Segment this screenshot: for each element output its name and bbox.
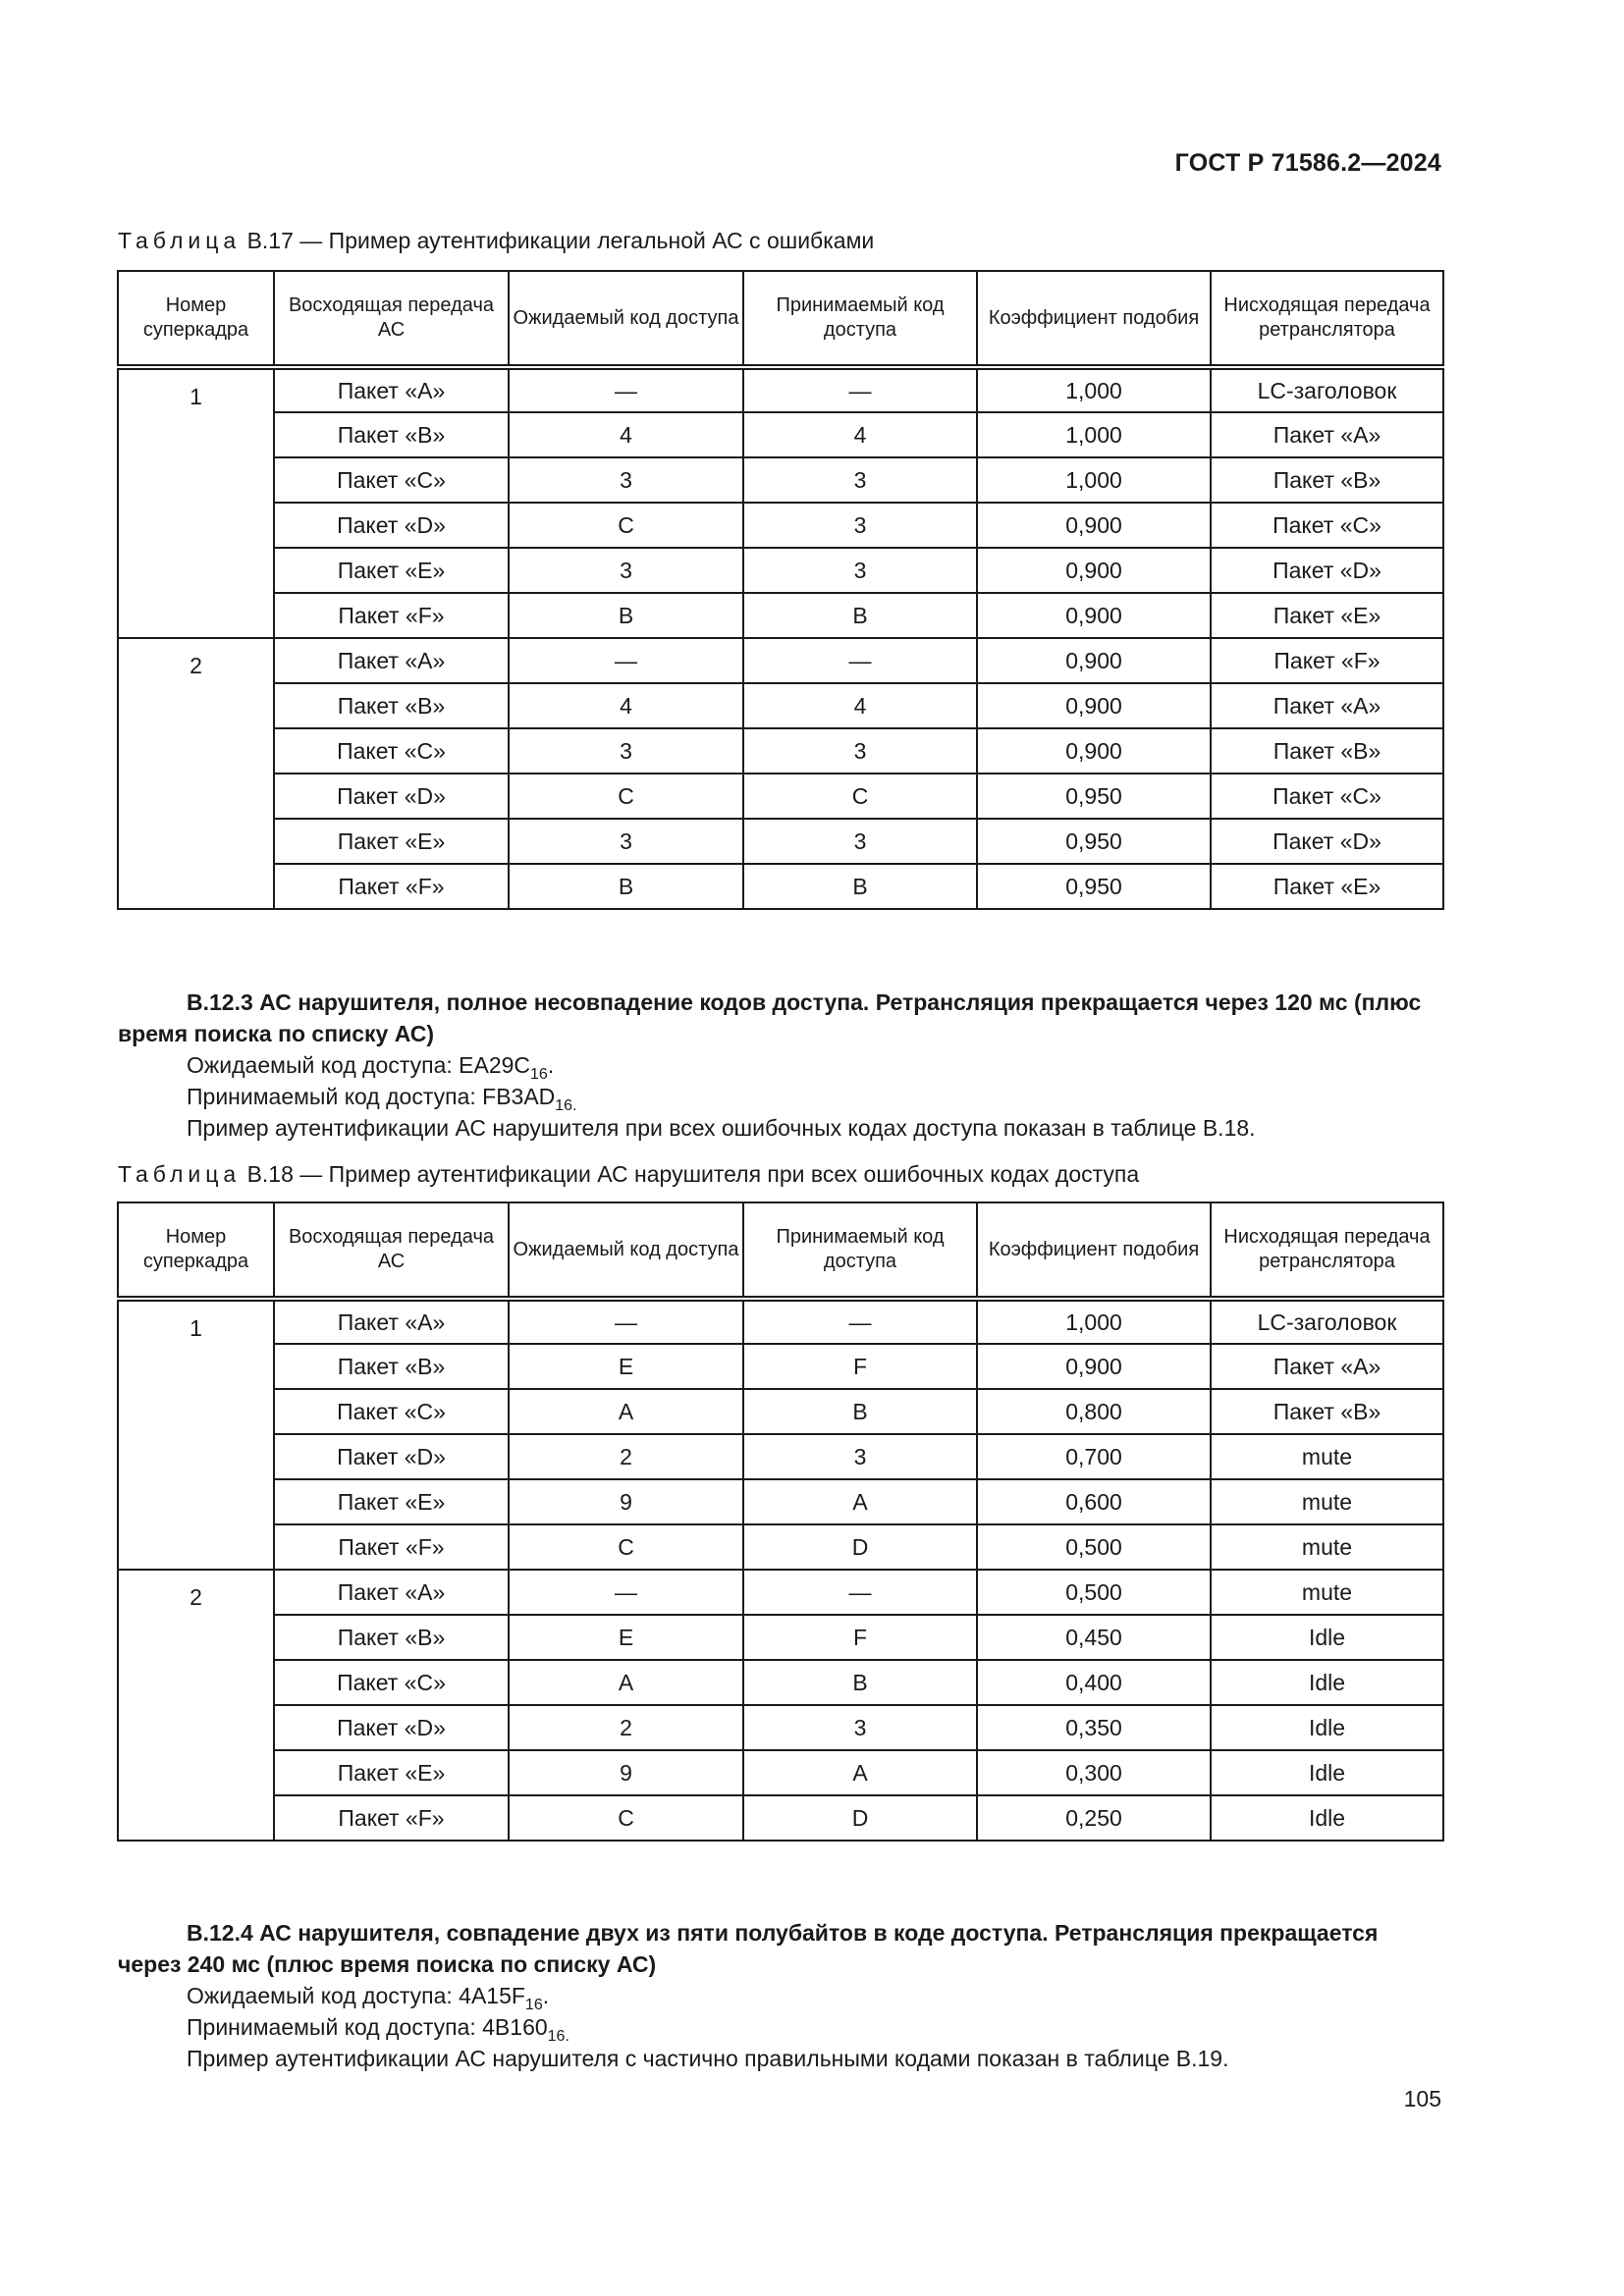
table-cell: B <box>509 864 743 909</box>
table-cell: 3 <box>743 1434 977 1479</box>
table-cell: 0,900 <box>977 728 1211 774</box>
table-cell: Пакет «F» <box>274 1795 509 1841</box>
document-code-header: ГОСТ Р 71586.2—2024 <box>1174 149 1441 177</box>
table-cell: mute <box>1211 1434 1443 1479</box>
table-row <box>118 864 1443 909</box>
table-cell: Пакет «B» <box>1211 457 1443 503</box>
table-cell: — <box>509 638 743 683</box>
table-cell: 0,900 <box>977 1344 1211 1389</box>
table-cell: Пакет «A» <box>1211 1344 1443 1389</box>
table-header-row <box>118 271 1443 367</box>
table-cell: 3 <box>743 457 977 503</box>
table-cell: Пакет «A» <box>274 638 509 683</box>
table-cell: Пакет «E» <box>274 1479 509 1524</box>
table-cell: 1,000 <box>977 457 1211 503</box>
table-row <box>118 1795 1443 1841</box>
table-cell: 1,000 <box>977 412 1211 457</box>
table-cell: Пакет «C» <box>1211 774 1443 819</box>
table-cell: 1,000 <box>977 367 1211 412</box>
column-header: Ожидаемый код доступа <box>509 1202 743 1299</box>
table-cell: F <box>743 1344 977 1389</box>
table-cell: Пакет «C» <box>274 1660 509 1705</box>
table-cell: 3 <box>743 1705 977 1750</box>
table-cell: C <box>509 1524 743 1570</box>
table-cell: Пакет «D» <box>1211 548 1443 593</box>
table-cell: 0,900 <box>977 593 1211 638</box>
table-cell: Пакет «E» <box>274 1750 509 1795</box>
table-cell: Пакет «B» <box>1211 1389 1443 1434</box>
table-cell: mute <box>1211 1479 1443 1524</box>
table-cell: — <box>743 367 977 412</box>
expected-code-end: . <box>542 1983 550 2008</box>
table-cell: Idle <box>1211 1795 1443 1841</box>
table-cell: Idle <box>1211 1660 1443 1705</box>
table-cell: 9 <box>509 1750 743 1795</box>
table-cell: Пакет «C» <box>274 1389 509 1434</box>
table-cell: C <box>509 503 743 548</box>
table-row <box>118 1570 1443 1615</box>
table-b17-caption <box>118 228 874 254</box>
table-cell: Пакет «D» <box>1211 819 1443 864</box>
table-cell: 3 <box>509 819 743 864</box>
table-row <box>118 1705 1443 1750</box>
section-b12-3-heading: В.12.3 АС нарушителя, полное несовпадение кодов доступа. Ретрансляция прекращается через 120 мс (плюс время поиска по списку АС) <box>118 989 1422 1046</box>
table-cell: 0,950 <box>977 819 1211 864</box>
table-cell: — <box>509 1570 743 1615</box>
section-b12-3-received-code <box>118 1081 1443 1112</box>
table-cell: Пакет «D» <box>274 774 509 819</box>
table-b17 <box>117 270 1444 910</box>
table-cell: B <box>743 593 977 638</box>
column-header: Принимаемый код доступа <box>743 1202 977 1299</box>
table-cell: Idle <box>1211 1750 1443 1795</box>
column-header: Номер суперкадра <box>118 271 274 367</box>
page-number: 105 <box>1403 2086 1441 2111</box>
column-header: Нисходящая передача ретранслятора <box>1211 271 1443 367</box>
column-header: Номер суперкадра <box>118 1202 274 1299</box>
table-cell: Пакет «A» <box>274 1299 509 1344</box>
table-cell: B <box>509 593 743 638</box>
table-cell: Idle <box>1211 1705 1443 1750</box>
superframe-number-cell: 2 <box>118 638 274 909</box>
table-cell: Пакет «B» <box>274 1615 509 1660</box>
table-cell: mute <box>1211 1524 1443 1570</box>
table-cell: 0,450 <box>977 1615 1211 1660</box>
table-row <box>118 412 1443 457</box>
table-cell: 4 <box>509 412 743 457</box>
table-cell: 2 <box>509 1434 743 1479</box>
table-cell: 0,950 <box>977 774 1211 819</box>
table-cell: 0,700 <box>977 1434 1211 1479</box>
table-row <box>118 1660 1443 1705</box>
table-cell: Пакет «F» <box>274 593 509 638</box>
table-cell: 3 <box>509 728 743 774</box>
table-cell: Пакет «C» <box>274 457 509 503</box>
table-cell: — <box>509 1299 743 1344</box>
table-cell: E <box>509 1344 743 1389</box>
table-cell: Пакет «F» <box>274 864 509 909</box>
table-cell: 0,800 <box>977 1389 1211 1434</box>
table-cell: Пакет «B» <box>274 683 509 728</box>
table-cell: 3 <box>509 548 743 593</box>
table-row <box>118 1434 1443 1479</box>
table-row <box>118 638 1443 683</box>
table-cell: 0,950 <box>977 864 1211 909</box>
table-row <box>118 503 1443 548</box>
column-header: Ожидаемый код доступа <box>509 271 743 367</box>
table-cell: 3 <box>743 503 977 548</box>
table-cell: Пакет «E» <box>1211 593 1443 638</box>
table-cell: Пакет «A» <box>1211 683 1443 728</box>
table-cell: Пакет «E» <box>1211 864 1443 909</box>
table-cell: — <box>509 367 743 412</box>
table-cell: 0,300 <box>977 1750 1211 1795</box>
table-cell: Пакет «E» <box>274 819 509 864</box>
table-row <box>118 1389 1443 1434</box>
table-cell: — <box>743 1570 977 1615</box>
section-b12-4-example: Пример аутентификации АС нарушителя с частично правильными кодами показан в таблице В.19. <box>187 2046 1229 2071</box>
table-cell: Пакет «B» <box>1211 728 1443 774</box>
section-b12-4-received-code <box>118 2011 1443 2043</box>
table-cell: Пакет «A» <box>1211 412 1443 457</box>
section-b12-3-example: Пример аутентификации АС нарушителя при всех ошибочных кодах доступа показан в таблице В.18. <box>187 1115 1256 1141</box>
table-b18-caption-text: В.18 — Пример аутентификации АС нарушителя при всех ошибочных кодах доступа <box>241 1161 1140 1187</box>
table-cell: Idle <box>1211 1615 1443 1660</box>
table-cell: LC-заголовок <box>1211 367 1443 412</box>
table-cell: B <box>743 1660 977 1705</box>
table-cell: Пакет «C» <box>1211 503 1443 548</box>
table-cell: B <box>743 864 977 909</box>
table-cell: 3 <box>743 819 977 864</box>
table-cell: Пакет «B» <box>274 412 509 457</box>
table-cell: mute <box>1211 1570 1443 1615</box>
table-cell: 2 <box>509 1705 743 1750</box>
section-b12-3-expected-code <box>118 1049 1443 1081</box>
table-cell: 0,900 <box>977 548 1211 593</box>
table-cell: — <box>743 638 977 683</box>
table-row <box>118 774 1443 819</box>
table-cell: 9 <box>509 1479 743 1524</box>
received-code-subscript: 16. <box>547 2028 569 2045</box>
superframe-number-cell: 1 <box>118 367 274 638</box>
table-cell: Пакет «A» <box>274 1570 509 1615</box>
table-cell: 0,900 <box>977 683 1211 728</box>
table-row <box>118 593 1443 638</box>
table-row <box>118 548 1443 593</box>
table-b17-caption-prefix: Таблица <box>118 228 242 253</box>
table-cell: 0,350 <box>977 1705 1211 1750</box>
table-cell: Пакет «B» <box>274 1344 509 1389</box>
expected-code-subscript: 16 <box>530 1066 548 1083</box>
table-cell: Пакет «D» <box>274 1705 509 1750</box>
table-cell: Пакет «D» <box>274 503 509 548</box>
table-cell: E <box>509 1615 743 1660</box>
table-cell: Пакет «A» <box>274 367 509 412</box>
table-row <box>118 1479 1443 1524</box>
table-row <box>118 457 1443 503</box>
table-cell: 3 <box>743 728 977 774</box>
table-cell: Пакет «E» <box>274 548 509 593</box>
table-cell: 0,500 <box>977 1524 1211 1570</box>
table-b18 <box>117 1201 1444 1842</box>
table-cell: 0,600 <box>977 1479 1211 1524</box>
received-code-subscript: 16. <box>555 1097 577 1114</box>
table-cell: Пакет «C» <box>274 728 509 774</box>
table-cell: D <box>743 1795 977 1841</box>
table-cell: 4 <box>743 683 977 728</box>
table-cell: A <box>743 1750 977 1795</box>
table-cell: 3 <box>743 548 977 593</box>
table-cell: 4 <box>743 412 977 457</box>
table-cell: A <box>743 1479 977 1524</box>
table-row <box>118 367 1443 412</box>
table-cell: Пакет «F» <box>1211 638 1443 683</box>
section-b12-3 <box>118 987 1443 1144</box>
table-cell: 0,250 <box>977 1795 1211 1841</box>
table-cell: A <box>509 1660 743 1705</box>
table-cell: F <box>743 1615 977 1660</box>
received-code-label: Принимаемый код доступа: FB3AD <box>187 1084 556 1109</box>
table-cell: C <box>743 774 977 819</box>
table-cell: Пакет «D» <box>274 1434 509 1479</box>
table-row <box>118 683 1443 728</box>
column-header: Нисходящая передача ретранслятора <box>1211 1202 1443 1299</box>
table-b18-caption <box>118 1161 1139 1188</box>
table-cell: 3 <box>509 457 743 503</box>
expected-code-subscript: 16 <box>524 1997 543 2013</box>
table-row <box>118 1344 1443 1389</box>
table-cell: D <box>743 1524 977 1570</box>
section-b12-4-heading: В.12.4 АС нарушителя, совпадение двух из пяти полубайтов в коде доступа. Ретрансляция прекращается через 240 мс (плюс время поиска по списку АС) <box>118 1920 1379 1977</box>
received-code-label: Принимаемый код доступа: 4B160 <box>187 2014 548 2040</box>
table-row <box>118 1750 1443 1795</box>
column-header: Восходящая передача АС <box>274 271 509 367</box>
table-cell: C <box>509 1795 743 1841</box>
table-row <box>118 1299 1443 1344</box>
superframe-number-cell: 2 <box>118 1570 274 1841</box>
table-cell: B <box>743 1389 977 1434</box>
table-row <box>118 819 1443 864</box>
table-cell: 0,900 <box>977 503 1211 548</box>
table-cell: 1,000 <box>977 1299 1211 1344</box>
table-b17-caption-text: В.17 — Пример аутентификации легальной АС с ошибками <box>241 228 875 253</box>
table-b18-caption-prefix: Таблица <box>118 1161 242 1187</box>
table-cell: 0,500 <box>977 1570 1211 1615</box>
column-header: Восходящая передача АС <box>274 1202 509 1299</box>
superframe-number-cell: 1 <box>118 1299 274 1570</box>
table-row <box>118 728 1443 774</box>
table-cell: C <box>509 774 743 819</box>
column-header: Коэффициент подобия <box>977 1202 1211 1299</box>
table-cell: — <box>743 1299 977 1344</box>
expected-code-label: Ожидаемый код доступа: 4A15F <box>187 1983 525 2008</box>
column-header: Коэффициент подобия <box>977 271 1211 367</box>
table-header-row <box>118 1202 1443 1299</box>
expected-code-end: . <box>547 1052 555 1078</box>
table-cell: 0,400 <box>977 1660 1211 1705</box>
column-header: Принимаемый код доступа <box>743 271 977 367</box>
table-cell: A <box>509 1389 743 1434</box>
table-cell: 4 <box>509 683 743 728</box>
table-row <box>118 1615 1443 1660</box>
section-b12-4 <box>118 1917 1443 2074</box>
section-b12-4-expected-code <box>118 1980 1443 2011</box>
table-cell: 0,900 <box>977 638 1211 683</box>
table-row <box>118 1524 1443 1570</box>
table-cell: Пакет «F» <box>274 1524 509 1570</box>
table-cell: LC-заголовок <box>1211 1299 1443 1344</box>
expected-code-label: Ожидаемый код доступа: EA29C <box>187 1052 531 1078</box>
